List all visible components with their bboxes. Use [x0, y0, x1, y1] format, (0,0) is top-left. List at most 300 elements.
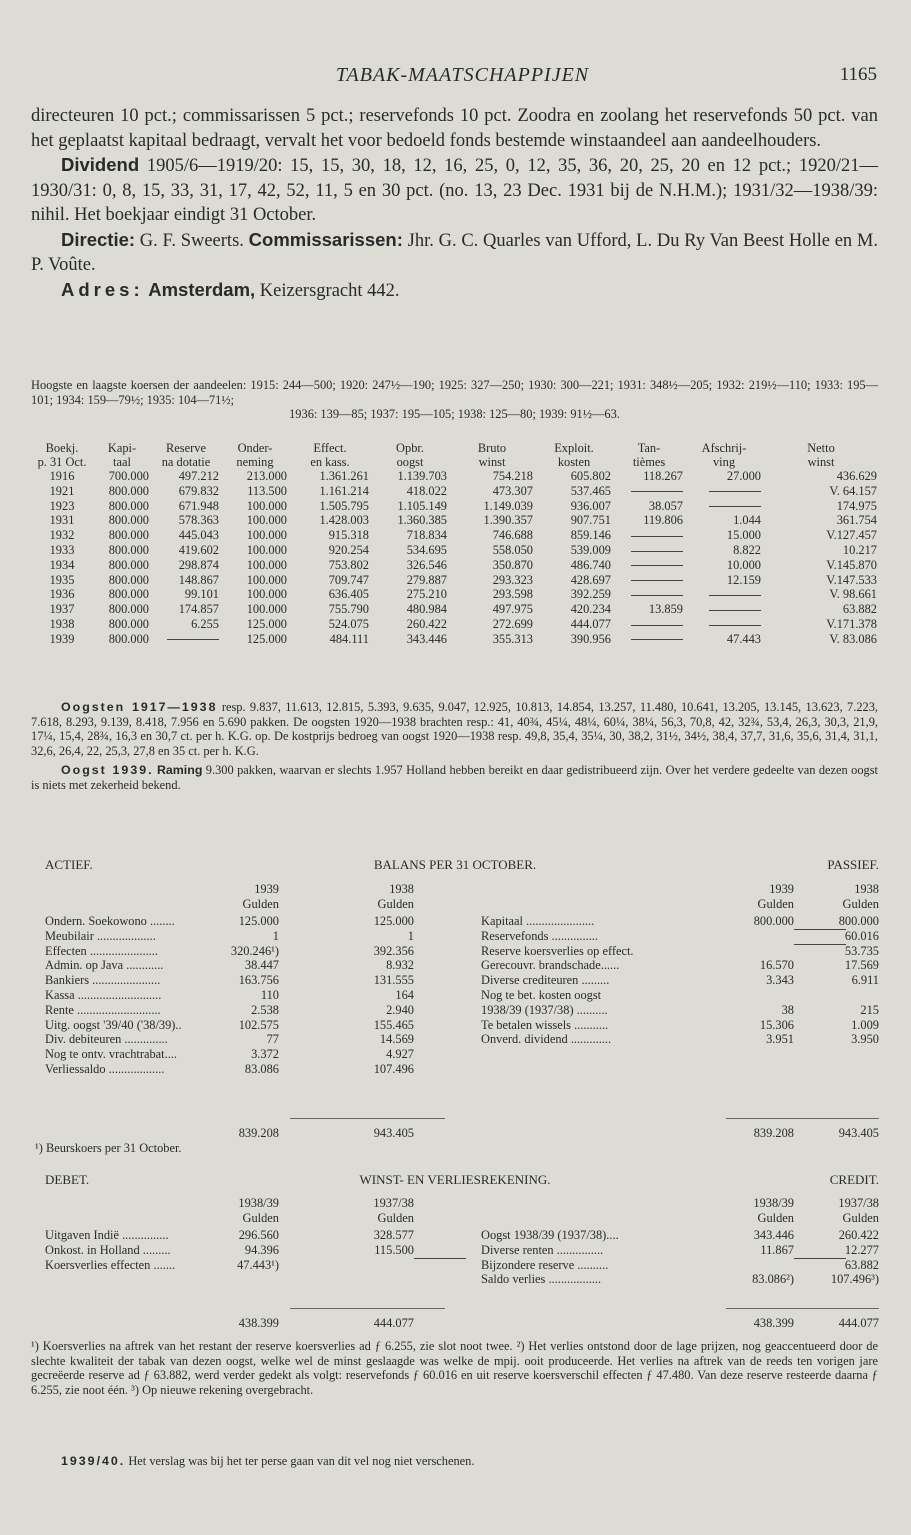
table-cell: 755.790: [328, 602, 369, 617]
table-cell: 484.111: [329, 631, 369, 646]
wv-year-1: 1938/39: [238, 1196, 279, 1210]
oogsten-text: resp. 9.837, 11.613, 12.815, 5.393, 9.635, 9.047, 12.925, 10.813, 14.854, 13.257, 11.480, 10.641, 13.205, 13.145, 13.623, 7.223, 7.618, 8.293, 9.139, 8.418, 7.956 en 5.690 pakken. De oogsten 1920—1938 brachten resp.: 41, 40¾, 45¼, 48¼, 60¼, 38¼, 56,3, 70,8, 42, 32¾, 53,4, 26,3, 30,3, 21,9, 17¼, 15,4, 28¾, 16,3 en 30,7 ct. per h. K.G. op. De kostprijs bedroeg van oogst 1920—1938 resp. 49,8, 35,4, 35¼, 30, 38,2, 31½, 34½, 38,4, 37,7, 31,6, 35,6, 31,4, 31,1, 32,6, 26,4, 22, 25,3, 27,8 en 35 ct. per h. K.G.: [31, 700, 878, 759]
account-value-previous: 800.000: [838, 914, 879, 928]
wv-total-2: 444.077: [373, 1316, 414, 1330]
table-cell: 125.000: [246, 631, 287, 646]
account-value-previous: 3.950: [851, 1032, 879, 1047]
table-cell: 753.802: [328, 557, 369, 572]
table-cell: 174.975: [836, 498, 877, 513]
left-account-row: [31, 1062, 879, 1077]
table-cell: [613, 587, 685, 602]
table-cell: 920.254: [328, 542, 369, 557]
account-label: Diverse renten ...............: [481, 1242, 604, 1257]
table-cell: 497.212: [178, 469, 219, 483]
account-label: Admin. op Java ............: [45, 958, 164, 973]
table-cell: 754.218: [492, 469, 533, 483]
table-cell: 936.007: [570, 498, 611, 513]
table-cell: 100.000: [246, 513, 287, 528]
footnotes-block: [31, 1339, 878, 1398]
table-cell: 746.688: [492, 528, 533, 543]
table-header-cell: kosten: [557, 455, 591, 469]
account-value-current: 38: [781, 1002, 794, 1017]
balans-totals-row: [31, 1126, 879, 1141]
right-account-row: [31, 1272, 879, 1287]
balans-right-title: PASSIEF.: [827, 857, 879, 872]
account-value-current: 3.951: [766, 1032, 794, 1047]
table-cell: [613, 558, 685, 573]
table-cell: [685, 602, 763, 617]
table-cell: 800.000: [108, 528, 149, 543]
table-cell: 473.307: [492, 483, 533, 498]
table-cell: 63.882: [842, 602, 877, 617]
table-cell: [613, 617, 685, 632]
dash-mark: [709, 595, 761, 596]
table-cell: 1936: [49, 587, 75, 602]
table-cell: 800.000: [108, 557, 149, 572]
table-cell: 272.699: [492, 616, 533, 631]
intro-paragraph: directeuren 10 pct.; commissarissen 5 pct.; reservefonds 10 pct. Zoodra en zoolang het reservefonds 50 pct. van het geplaatst kapitaal bedraagt, vervalt het voor bedoeld fonds bestemde winstaandeel aan aandeelhouders.: [31, 106, 878, 151]
account-value-current: 94.396: [244, 1242, 279, 1257]
table-cell: 1916: [49, 469, 75, 483]
account-value-current: 800.000: [753, 914, 794, 928]
table-row: [31, 543, 879, 558]
table-cell: 1.361.261: [319, 469, 369, 483]
wv-unit-1: Gulden: [242, 1210, 279, 1225]
wv-unit-4: Gulden: [842, 1210, 879, 1225]
table-cell: 1931: [49, 513, 75, 528]
table-cell: 800.000: [108, 616, 149, 631]
account-value-previous: 215: [860, 1002, 879, 1017]
table-cell: 6.255: [191, 616, 219, 631]
table-cell: 361.754: [836, 513, 877, 528]
main-text: [31, 104, 878, 303]
dash-mark: [794, 944, 846, 945]
account-value-previous: 260.422: [838, 1228, 879, 1242]
account-value-current: 83.086²): [752, 1272, 794, 1287]
table-cell: 260.422: [406, 616, 447, 631]
table-header-row: [31, 441, 879, 455]
account-label: Onkost. in Holland .........: [45, 1242, 171, 1257]
table-cell: 1.139.703: [397, 469, 447, 483]
table-cell: 534.695: [406, 542, 447, 557]
account-label: Nog te bet. kosten oogst: [481, 987, 602, 1002]
account-value-current: 343.446: [753, 1228, 794, 1242]
account-label: Reserve koersverlies op effect.: [481, 943, 634, 958]
table-cell: 100.000: [246, 572, 287, 587]
dash-mark: [631, 536, 683, 537]
dash-mark: [631, 625, 683, 626]
financial-table: [31, 441, 879, 647]
table-cell: 1921: [49, 483, 75, 498]
account-label: Te betalen wissels ...........: [481, 1017, 609, 1032]
account-value-previous: 107.496: [373, 1061, 414, 1076]
table-cell: 1.044: [733, 513, 761, 528]
table-cell: [613, 632, 685, 647]
wv-year-row: [31, 1196, 879, 1211]
account-label: Verliessaldo ..................: [45, 1061, 165, 1076]
table-header-cell: winst: [807, 455, 835, 469]
table-cell: 1.390.357: [483, 513, 533, 528]
right-account-row: [31, 1018, 879, 1033]
table-cell: 1933: [49, 542, 75, 557]
table-cell: 486.740: [570, 557, 611, 572]
table-cell: [685, 587, 763, 602]
table-cell: 355.313: [492, 631, 533, 646]
account-label: Bankiers ......................: [45, 973, 161, 988]
koersen-block: [31, 378, 878, 422]
account-value-current: 11.867: [760, 1242, 794, 1257]
table-row: [31, 558, 879, 573]
table-cell: 578.363: [178, 513, 219, 528]
table-cell: 174.857: [178, 602, 219, 617]
table-cell: 13.859: [648, 602, 683, 617]
account-value-current: 110: [260, 987, 279, 1002]
table-cell: 539.009: [570, 542, 611, 557]
account-value-current: 16.570: [759, 958, 794, 973]
table-header-cell: neming: [236, 455, 274, 469]
table-cell: 800.000: [108, 498, 149, 513]
dash-mark: [631, 639, 683, 640]
balans-year-1: 1939: [254, 882, 279, 896]
account-value-previous: 107.496³): [830, 1272, 879, 1287]
table-cell: 1.428.003: [319, 513, 369, 528]
balans-unit-2: Gulden: [377, 896, 414, 911]
account-label: Koersverlies effecten .......: [45, 1257, 176, 1272]
table-header-cell: oogst: [396, 455, 424, 469]
dividend-paragraph: [31, 153, 878, 228]
table-cell: 480.984: [406, 602, 447, 617]
directie-paragraph: [31, 228, 878, 278]
account-value-current: 77: [266, 1032, 279, 1047]
table-cell: 700.000: [108, 469, 149, 483]
account-value-previous: 2.940: [386, 1002, 414, 1017]
dash-mark: [794, 1258, 846, 1259]
table-cell: 1934: [49, 557, 75, 572]
table-cell: 418.022: [406, 483, 447, 498]
financial-table-body: [31, 441, 879, 647]
account-value-previous: 8.932: [386, 958, 414, 973]
table-header-cell: Netto: [807, 441, 835, 455]
right-account-row: [31, 988, 879, 1003]
dividend-label: Dividend: [61, 154, 140, 175]
table-row: [31, 513, 879, 528]
dash-mark: [631, 565, 683, 566]
account-label: Ondern. Soekowono ........: [45, 914, 175, 928]
balans-total-3: 839.208: [753, 1126, 794, 1140]
dash-mark: [631, 580, 683, 581]
table-cell: 709.747: [328, 572, 369, 587]
table-cell: 279.887: [406, 572, 447, 587]
balans-year-row: [31, 882, 879, 897]
footnotes-text: ¹) Koersverlies na aftrek van het restant der reserve koersverlies ad ƒ 6.255, zie slot noot twee. ²) Het verlies ontstond door de lage prijzen, nog geaccentueerd door de slechte kwaliteit der tabak van dezen oogst, welke wel de minst geslaagde was welke de mpij. ooit produceerde. Het verlies na aftrek van de reeds ten vorigen jare gecreëerde reserve ad ƒ 63.882, werd verder gedekt als volgt: reservefonds ƒ 60.016 en uit reserve koersverschil effecten ƒ 47.480. Van deze reserve resteerde daarna ƒ 6.255, zie noot één. ³) Op nieuwe rekening overgebracht.: [31, 1339, 878, 1398]
account-value-current: 125.000: [238, 914, 279, 928]
table-cell: 390.956: [570, 631, 611, 646]
table-cell: 636.405: [328, 587, 369, 602]
right-account-row: [31, 1228, 879, 1243]
table-header-cell: p. 31 Oct.: [37, 455, 87, 469]
balans-unit-4: Gulden: [842, 896, 879, 911]
wv-years: [31, 1196, 879, 1226]
account-value-previous: 164: [395, 987, 414, 1002]
table-cell: 100.000: [246, 557, 287, 572]
koersen-line1: Hoogste en laagste koersen der aandeelen: 1915: 244—500; 1920: 247½—190; 1925: 327—250; 1930: 300—221; 1931: 348½—205; 1932: 219½—110; 1933: 195—101; 1934: 159—79½; 1935: 104—71½;: [31, 378, 878, 407]
table-row: [31, 617, 879, 632]
table-header-cell: Afschrij-: [701, 441, 747, 455]
table-cell: 298.874: [178, 557, 219, 572]
balans-year-2: 1938: [389, 882, 414, 896]
right-account-row: [31, 973, 879, 988]
wv-year-3: 1938/39: [753, 1196, 794, 1210]
table-cell: 293.598: [492, 587, 533, 602]
table-header-cell: Boekj.: [45, 441, 79, 455]
balans-title: BALANS PER 31 OCTOBER.: [373, 857, 537, 872]
table-cell: 419.602: [178, 542, 219, 557]
table-cell: 100.000: [246, 498, 287, 513]
table-cell: [613, 543, 685, 558]
table-cell: V.147.533: [826, 572, 877, 587]
wv-rule-left: [290, 1308, 445, 1309]
balans-total-1: 839.208: [238, 1126, 279, 1140]
account-label: Onverd. dividend .............: [481, 1032, 612, 1047]
adres-paragraph: [31, 278, 878, 304]
account-value-previous: 1: [407, 928, 414, 943]
table-header-cell: ving: [712, 455, 736, 469]
balans-total-4: 943.405: [838, 1126, 879, 1140]
wv-rule-right: [726, 1308, 879, 1309]
balans-year-4: 1938: [854, 882, 879, 896]
dash-mark: [631, 551, 683, 552]
table-cell: 605.802: [570, 469, 611, 483]
table-cell: 213.000: [246, 469, 287, 483]
account-value-current: 3.343: [766, 973, 794, 988]
adres-text: Keizersgracht 442.: [259, 280, 400, 301]
account-value-previous: 6.911: [851, 973, 879, 988]
account-value-current: 2.538: [251, 1002, 279, 1017]
table-row: [31, 469, 879, 484]
table-cell: 100.000: [246, 528, 287, 543]
table-header-cell: Reserve: [166, 441, 206, 455]
final-label: 1939/40.: [61, 1454, 126, 1468]
account-label: Rente ...........................: [45, 1002, 161, 1017]
account-label: Uitgaven Indië ...............: [45, 1228, 169, 1242]
table-cell: 497.975: [492, 602, 533, 617]
balans-unit-row: [31, 897, 879, 912]
final-block: [31, 1454, 878, 1469]
balans-left-title: ACTIEF.: [45, 857, 93, 872]
wv-unit-2: Gulden: [377, 1210, 414, 1225]
table-cell: 1.149.039: [483, 498, 533, 513]
table-cell: 915.318: [328, 528, 369, 543]
oogst1939-bold: Raming: [156, 762, 203, 777]
right-account-row: [31, 1032, 879, 1047]
table-header-cell: taal: [113, 455, 131, 469]
table-cell: 420.234: [570, 602, 611, 617]
table-cell: 800.000: [108, 542, 149, 557]
account-label: Uitg. oogst '39/40 ('38/39)..: [45, 1017, 182, 1032]
account-label: Diverse crediteuren .........: [481, 973, 610, 988]
wv-unit-3: Gulden: [757, 1210, 794, 1225]
table-header-cell: Exploit.: [554, 441, 594, 455]
right-account-row: [31, 958, 879, 973]
table-cell: 350.870: [492, 557, 533, 572]
table-row: [31, 587, 879, 602]
account-value-current: 296.560: [238, 1228, 279, 1242]
account-value-current: 38.447: [244, 958, 279, 973]
table-cell: 12.159: [726, 572, 761, 587]
directie-text: G. F. Sweerts.: [139, 230, 244, 251]
table-cell: 800.000: [108, 587, 149, 602]
balans-unit-1: Gulden: [242, 896, 279, 911]
oogst1939-paragraph: [31, 763, 878, 792]
table-cell: 100.000: [246, 542, 287, 557]
account-value-previous: 4.927: [386, 1047, 414, 1062]
dash-mark: [167, 639, 219, 640]
table-cell: 679.832: [178, 483, 219, 498]
table-cell: 1.360.385: [397, 513, 447, 528]
account-value-previous: 17.569: [844, 958, 879, 973]
table-cell: [613, 528, 685, 543]
right-account-row: [31, 944, 879, 959]
wv-credit: [31, 1228, 879, 1287]
directie-label: Directie:: [61, 228, 136, 250]
wv-total-1: 438.399: [238, 1316, 279, 1330]
account-value-previous: 392.356: [373, 943, 414, 958]
table-cell: [151, 632, 221, 647]
balans-totals: [31, 1126, 879, 1156]
dividend-text: 1905/6—1919/20: 15, 15, 30, 18, 12, 16, 25, 0, 12, 35, 36, 20, 25, 20 en 12 pct.; 1920/21—1930/31: 0, 8, 15, 33, 31, 17, 42, 52, 11, 5 en 30 pct. (no. 13, 23 Dec. 1931 bij de N.H.M.); 1931/32—1938/39: nihil. Het boekjaar eindigt 31 October.: [31, 156, 879, 225]
account-value-current: 1: [272, 928, 279, 943]
table-cell: 1.105.149: [397, 498, 447, 513]
table-cell: 10.217: [842, 542, 877, 557]
wv-title: WINST- EN VERLIESREKENING.: [359, 1172, 551, 1187]
table-cell: 800.000: [108, 631, 149, 646]
table-cell: 100.000: [246, 602, 287, 617]
wv-year-4: 1937/38: [838, 1196, 879, 1210]
table-cell: 119.806: [643, 513, 683, 528]
oogst1939-label: Oogst 1939.: [61, 762, 154, 777]
account-value-previous: 328.577: [373, 1228, 414, 1242]
balans-note-row: [31, 1141, 879, 1156]
table-cell: 100.000: [246, 587, 287, 602]
table-cell: [613, 573, 685, 588]
table-cell: 859.146: [570, 528, 611, 543]
wv-left-title: DEBET.: [45, 1172, 90, 1187]
table-cell: 800.000: [108, 572, 149, 587]
table-cell: V. 98.661: [829, 587, 877, 602]
balans-year-3: 1939: [769, 882, 794, 896]
account-label: Saldo verlies .................: [481, 1272, 602, 1287]
commissarissen-text: Jhr. G. C. Quarles van Ufford, L. Du Ry Van Beest Holle en M. P. Voûte.: [31, 230, 878, 275]
account-value-current: 15.306: [759, 1017, 794, 1032]
table-cell: 293.323: [492, 572, 533, 587]
table-cell: 148.867: [178, 572, 219, 587]
table-row: [31, 573, 879, 588]
table-cell: 47.443: [726, 631, 761, 646]
account-label: Reservefonds ...............: [481, 928, 599, 943]
oogsten-label: Oogsten 1917—1938: [61, 700, 218, 714]
table-cell: [685, 484, 763, 499]
balans-unit-3: Gulden: [757, 896, 794, 911]
table-cell: 1923: [49, 498, 75, 513]
account-value-previous: 155.465: [373, 1017, 414, 1032]
table-cell: V. 83.086: [829, 631, 877, 646]
balans-total-2: 943.405: [373, 1126, 414, 1140]
table-cell: 392.259: [570, 587, 611, 602]
dash-mark: [631, 491, 683, 492]
table-cell: 558.050: [492, 542, 533, 557]
table-cell: 671.948: [178, 498, 219, 513]
table-cell: 444.077: [570, 616, 611, 631]
left-account-row: [31, 1047, 879, 1062]
wv-total-4: 444.077: [838, 1316, 879, 1330]
table-header-cell: Kapi-: [107, 441, 137, 455]
table-header-cell: Opbr.: [396, 441, 424, 455]
account-label: 1938/39 (1937/38) ..........: [481, 1002, 608, 1017]
table-cell: 436.629: [836, 469, 877, 483]
right-account-row: [31, 914, 879, 929]
account-label: Effecten ......................: [45, 943, 158, 958]
account-value-current: 47.443¹): [237, 1257, 279, 1272]
table-header-cell: Effect.: [313, 441, 347, 455]
table-header-cell: tièmes: [632, 455, 666, 469]
account-label: Gerecouvr. brandschade......: [481, 958, 620, 973]
dash-mark: [631, 595, 683, 596]
table-cell: 1938: [49, 616, 75, 631]
table-row: [31, 528, 879, 543]
running-header: [48, 64, 877, 88]
final-paragraph: [31, 1454, 878, 1469]
table-cell: 800.000: [108, 602, 149, 617]
table-cell: 800.000: [108, 483, 149, 498]
table-cell: 113.500: [247, 483, 287, 498]
account-value-current: 3.372: [251, 1047, 279, 1062]
table-header-cell: winst: [478, 455, 506, 469]
page-title: TABAK-MAATSCHAPPIJEN: [335, 64, 590, 86]
table-cell: 1939: [49, 631, 75, 646]
table-cell: 537.465: [570, 483, 611, 498]
account-value-previous: 63.882: [844, 1257, 879, 1272]
table-cell: 445.043: [178, 528, 219, 543]
account-value-previous: 115.500: [374, 1242, 414, 1257]
account-value-previous: 60.016: [844, 928, 879, 943]
dash-mark: [709, 610, 761, 611]
account-label: Meubilair ...................: [45, 928, 156, 943]
balans-passief: [31, 914, 879, 1047]
page-number: 1165: [839, 64, 877, 85]
table-header-cell: Onder-: [237, 441, 273, 455]
oogst1939-text: 9.300 pakken, waarvan er slechts 1.957 Holland hebben bereikt en daar gedistribueerd zijn. Over het verdere gedeelte van dezen oogst is niets met zekerheid bekend.: [31, 762, 878, 792]
adres-label: Adres:: [61, 278, 144, 300]
adres-city: Amsterdam,: [148, 278, 256, 300]
table-cell: 275.210: [406, 587, 447, 602]
table-cell: 1935: [49, 572, 75, 587]
table-header-row: [31, 455, 879, 469]
account-value-previous: 12.277: [844, 1242, 879, 1257]
table-cell: 10.000: [726, 557, 761, 572]
table-row: [31, 499, 879, 514]
wv-year-2: 1937/38: [373, 1196, 414, 1210]
table-cell: [685, 617, 763, 632]
balans-rule-left: [290, 1118, 445, 1119]
oogsten-block: [31, 700, 878, 792]
account-label: Kapitaal ......................: [481, 914, 595, 928]
oogsten-paragraph: [31, 700, 878, 759]
table-cell: V.127.457: [826, 528, 877, 543]
dash-mark: [794, 929, 846, 930]
wv-unit-row: [31, 1211, 879, 1226]
table-cell: 800.000: [108, 513, 149, 528]
balans-rule-right: [726, 1118, 879, 1119]
